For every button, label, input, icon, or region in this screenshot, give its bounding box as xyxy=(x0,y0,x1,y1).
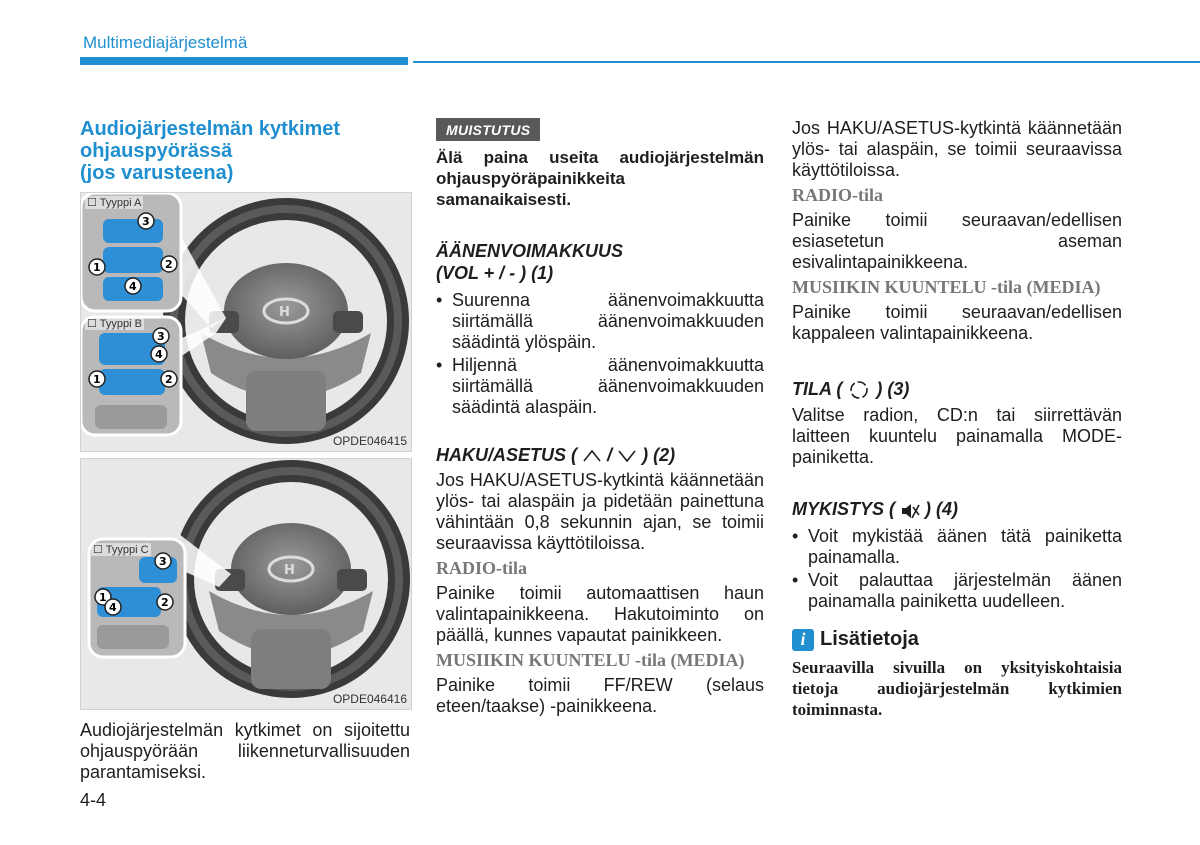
mode-heading-prefix: TILA ( xyxy=(792,379,843,399)
callout-number: 1 xyxy=(93,373,101,386)
column-left xyxy=(80,118,410,783)
header-rule-thick xyxy=(80,57,408,65)
list-item: • Voit mykistää äänen tätä painiketta painamalla. xyxy=(792,526,1122,568)
page-number: 4-4 xyxy=(80,790,107,810)
svg-text:H: H xyxy=(284,563,295,578)
list-item: • Suurenna äänenvoimakkuutta siirtämällä äänenvoimakkuuden säädintä ylöspäin. xyxy=(436,290,764,353)
callout-number: 4 xyxy=(155,348,163,361)
mode-heading-suffix: ) (3) xyxy=(876,379,910,399)
steering-wheel-figure-2 xyxy=(80,458,412,710)
mute-heading xyxy=(792,498,1122,520)
list-item: • Hiljennä äänenvoimakkuutta siirtämällä äänenvoimakkuuden säädintä alaspäin. xyxy=(436,355,764,418)
volume-heading-line: (VOL + / - ) (1) xyxy=(436,263,554,283)
figure-code: OPDE046415 xyxy=(332,434,407,448)
mode-text: Valitse radion, CD:n tai siirrettävän laitteen kuuntelu painamalla MODE-painiketta. xyxy=(792,405,1122,468)
header-title: Multimediajärjestelmä xyxy=(83,33,248,52)
section-title-line: Audiojärjestelmän kytkimet xyxy=(80,118,341,140)
section-title-line: ohjauspyörässä xyxy=(80,140,233,162)
callout-number: 1 xyxy=(99,591,107,604)
figure-type-text: Tyyppi A xyxy=(99,197,142,209)
header-rule-thin xyxy=(413,61,1200,63)
callout-number: 3 xyxy=(157,330,165,343)
callout-number: 1 xyxy=(93,261,101,274)
volume-seek-button xyxy=(103,247,163,273)
notice-text: Älä paina useita audiojärjestelmän ohjauspyöräpainikkeita samanaikaisesti. xyxy=(436,148,764,209)
column-middle xyxy=(436,118,764,717)
callout-number: 3 xyxy=(159,555,167,568)
callout-number: 2 xyxy=(165,373,173,386)
notice-badge: MUISTUTUS xyxy=(436,118,540,141)
radio-mode-text: Painike toimii seuraavan/edellisen esiasetetun aseman esivalintapainikkeena. xyxy=(792,210,1122,272)
mute-speaker-icon xyxy=(900,502,920,520)
mute-heading-suffix: ) (4) xyxy=(925,499,959,520)
radio-mode-text: Painike toimii automaattisen haun valintapainikkeena. Hakutoiminto on päällä, kunnes vapautat painikkeen. xyxy=(436,583,764,645)
callout-number: 4 xyxy=(129,280,137,293)
section-title xyxy=(80,118,410,184)
svg-text:H: H xyxy=(279,305,290,320)
volume-bullets xyxy=(436,290,764,418)
steering-wheel-figure-1 xyxy=(80,192,412,452)
info-title: Lisätietoja xyxy=(820,628,919,651)
figure-code: OPDE046416 xyxy=(332,692,407,706)
media-mode-heading: MUSIIKIN KUUNTELU -tila (MEDIA) xyxy=(436,650,745,670)
list-item: • Voit palauttaa järjestelmän äänen painamalla painiketta uudelleen. xyxy=(792,570,1122,612)
figure-type-text: Tyyppi C xyxy=(105,544,149,556)
seek-heading-separator: / xyxy=(607,445,613,465)
callout-number: 2 xyxy=(161,596,169,609)
column-right xyxy=(792,118,1122,720)
callout-number: 4 xyxy=(109,601,117,614)
info-box-header xyxy=(792,628,1122,651)
volume-heading-line: ÄÄNENVOIMAKKUUS xyxy=(436,241,624,261)
steering-wheel-illustration xyxy=(81,459,411,709)
figure-type-label: ☐ Tyyppi B xyxy=(87,318,142,330)
phone-buttons xyxy=(97,625,169,649)
chevron-down-icon xyxy=(617,449,637,463)
seek-heading-prefix: HAKU/ASETUS ( xyxy=(436,445,578,465)
volume-heading xyxy=(436,240,764,284)
radio-mode-heading: RADIO-tila xyxy=(436,558,527,578)
callout-number: 3 xyxy=(142,215,150,228)
media-mode-text: Painike toimii seuraavan/edellisen kappaleen valintapainikkeena. xyxy=(792,302,1122,343)
seek-heading xyxy=(436,444,764,466)
figure-type-text: Tyyppi B xyxy=(99,318,142,330)
callout-number: 2 xyxy=(165,258,173,271)
info-text: Seuraavilla sivuilla on yksityiskohtaisia tietoja audiojärjestelmän kytkimien toiminnasta. xyxy=(792,658,1122,720)
figure-type-label: ☐ Tyyppi A xyxy=(87,197,142,209)
mode-cycle-icon xyxy=(847,379,871,401)
figure-caption: Audiojärjestelmän kytkimet on sijoitettu ohjauspyörään liikenneturvallisuuden parantamiseksi. xyxy=(80,720,410,782)
volume-seek-button xyxy=(99,369,165,395)
inset-type-a xyxy=(81,193,181,311)
seek-text: Jos HAKU/ASETUS-kytkintä käännetään ylös- tai alaspäin ja pidetään painettuna vähintään 0,8 sekunnin ajan, se toimii seuraavissa käyttötiloissa. xyxy=(436,470,764,553)
mute-heading-prefix: MYKISTYS ( xyxy=(792,499,896,520)
seek-text: Jos HAKU/ASETUS-kytkintä käännetään ylös- tai alaspäin, se toimii seuraavissa käyttötiloissa. xyxy=(792,118,1122,180)
info-icon: i xyxy=(792,629,814,651)
section-title-line: (jos varusteena) xyxy=(80,162,234,184)
media-mode-heading: MUSIIKIN KUUNTELU -tila (MEDIA) xyxy=(792,277,1101,297)
phone-buttons xyxy=(95,405,167,429)
media-mode-text: Painike toimii FF/REW (selaus eteen/taakse) -painikkeena. xyxy=(436,675,764,716)
radio-mode-heading: RADIO-tila xyxy=(792,185,883,205)
mute-bullets xyxy=(792,526,1122,612)
figure-type-label: ☐ Tyyppi C xyxy=(93,544,149,556)
seek-heading-suffix: ) (2) xyxy=(642,445,676,465)
chevron-up-icon xyxy=(582,449,602,463)
mode-heading xyxy=(792,378,1122,401)
